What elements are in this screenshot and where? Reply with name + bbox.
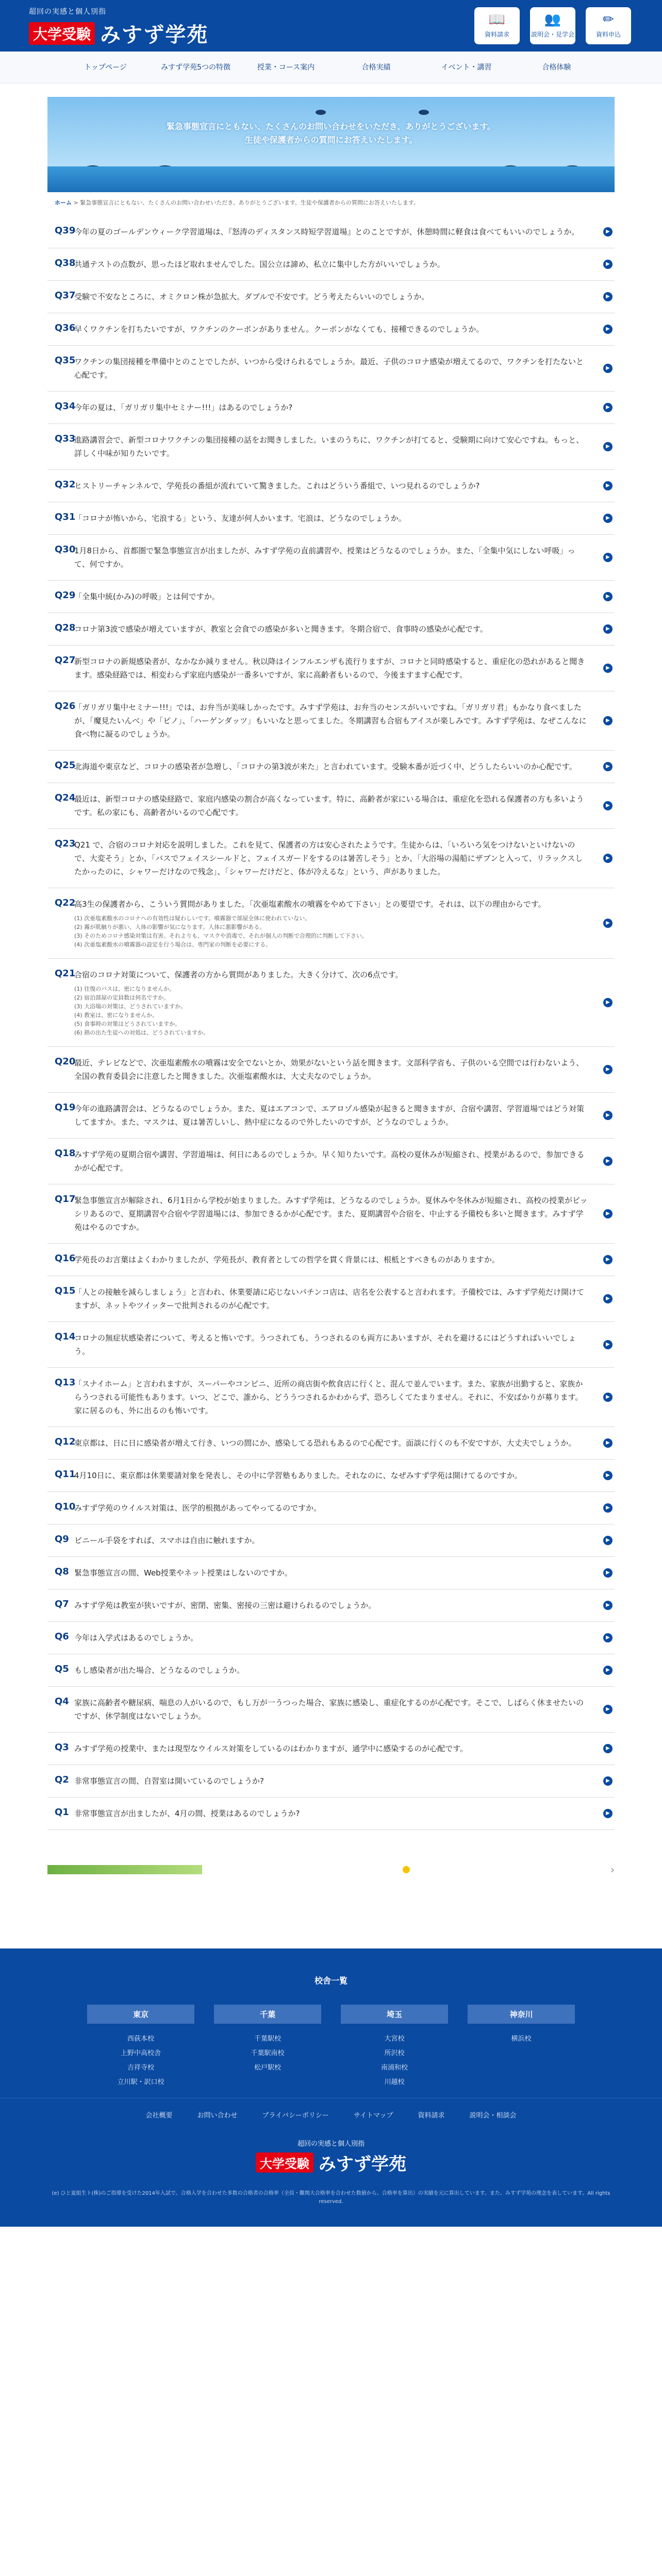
question-text: 高3生の保護者から、こういう質問がありました。「次亜塩素酸水の噴霧をやめて下さい」との要望です。それは、以下の理由からです。: [74, 900, 546, 909]
question-text-wrap: [74, 1774, 615, 1788]
faq-item[interactable]: [47, 1139, 615, 1184]
chevron-right-icon[interactable]: ▶: [603, 292, 613, 301]
chevron-right-icon[interactable]: ▶: [603, 1340, 613, 1349]
school-link[interactable]: 上野中高校舎: [120, 2049, 161, 2057]
question-text: 早くワクチンを打ちたいですが、ワクチンのクーポンがありません。クーポンがなくても、接種できるのでしょうか。: [74, 325, 484, 334]
faq-item[interactable]: [47, 502, 615, 535]
faq-list: [47, 216, 615, 1830]
question-text: 緊急事態宣言が解除され、6月1日から学校が始まりました。みすず学苑は、どうなるのでしょうか。夏休みや冬休みが短縮され、高校の授業がビッシリあるので、夏期講習や合宿や学習道場には、参加できるかが心配です。また、夏期講習や合宿を、中止する予備校も多いと聞きます。みすず学苑はやるのですか。: [74, 1196, 588, 1232]
bird-illustration: [316, 110, 326, 115]
question-text: みすず学苑の夏期合宿や講習、学習道場は、何日にあるのでしょうか。早く知りたいです。高校の夏休みが短縮され、授業があるので、参加できるかが心配です。: [74, 1150, 585, 1173]
question-text: 「スナイホーム」と言われますが、スーパーやコンビニ、近所の商店街や飲食店に行くと、混んで並んでいます。また、家族が出勤すると、家族からうつされる可能性もあります。いつ、どこで、誰から、どううつされるかわからず、恐ろしくてたまりません。それに、不安ばかりが募ります。家に居るのも、外に出るのも怖いです。: [74, 1379, 583, 1415]
question-number: Q38: [55, 258, 76, 268]
question-text: みすず学苑の授業中、または現型なウイルス対策をしているのはわかりますが、通学中に感染するのが心配です。: [74, 1744, 468, 1753]
chevron-right-icon[interactable]: ▶: [603, 1393, 613, 1402]
faq-item[interactable]: [47, 424, 615, 470]
banner-message: [47, 120, 615, 147]
question-text: もし感染者が出た場合、どうなるのでしょうか。: [74, 1666, 245, 1675]
question-number: Q5: [55, 1664, 69, 1674]
slider-dot[interactable]: [403, 1866, 410, 1873]
question-number: Q1: [55, 1807, 69, 1818]
school-link[interactable]: 横浜校: [511, 2035, 532, 2043]
school-link[interactable]: 松戸駅校: [254, 2064, 281, 2072]
question-text-wrap: [74, 1469, 615, 1482]
pencil-icon: ✏: [603, 12, 614, 27]
bird-illustration: [419, 110, 429, 115]
question-text-wrap: [74, 701, 615, 741]
footer-link-briefing[interactable]: 説明会・相談会: [469, 2112, 517, 2120]
chevron-right-icon[interactable]: ▶: [603, 364, 613, 373]
apply-label: 資料申込: [595, 31, 621, 38]
header-buttons: [474, 7, 631, 44]
logo-badge: 大学受験: [29, 22, 95, 45]
question-text-wrap: [74, 1436, 615, 1450]
footer-badge: 大学受験: [256, 2153, 313, 2173]
banner-line2: 生徒や保護者からの質問にお答えいたします。: [244, 135, 418, 145]
faq-item[interactable]: [47, 1733, 615, 1765]
faq-item[interactable]: [47, 313, 615, 346]
faq-item[interactable]: [47, 346, 615, 392]
question-number: Q8: [55, 1566, 69, 1577]
chevron-right-icon[interactable]: ▶: [603, 1776, 613, 1786]
wave-decoration: [47, 166, 615, 192]
question-text-wrap: [74, 1285, 615, 1312]
apply-button[interactable]: [586, 7, 631, 44]
question-number: Q22: [55, 897, 76, 908]
question-text-wrap: [74, 512, 615, 525]
chevron-right-icon[interactable]: ▶: [603, 919, 613, 928]
question-text: 家族に高齢者や糖尿病、喘息の人がいるので、もし万が一うつった場合、家族に感染し、重症化するのが心配です。そこで、しばらく休ませたいのですが、休学制度はないでしょうか。: [74, 1698, 584, 1721]
question-number: Q9: [55, 1534, 69, 1545]
chevron-right-icon[interactable]: ▶: [603, 1601, 613, 1610]
footer-links: [0, 2098, 662, 2131]
chevron-right-icon[interactable]: ▶: [603, 553, 613, 562]
faq-item[interactable]: [47, 1687, 615, 1733]
question-text-wrap: [74, 1102, 615, 1129]
question-text: 今年は入学式はあるのでしょうか。: [74, 1633, 198, 1642]
question-notes: [74, 914, 589, 949]
nav-top[interactable]: トップページ: [84, 63, 127, 72]
book-icon: 📖: [488, 12, 506, 27]
banner-section: [0, 83, 662, 207]
question-text: 「全集中統(かみ)の呼吸」とは何ですか。: [74, 592, 220, 601]
faq-item[interactable]: [47, 581, 615, 613]
question-text-wrap: [74, 792, 615, 819]
question-number: Q33: [55, 433, 76, 444]
footer-logo[interactable]: [0, 2131, 662, 2180]
request-docs-button[interactable]: [474, 7, 520, 44]
school-column: [341, 2005, 448, 2090]
question-text: 今年の夏のゴールデンウィーク学習道場は、『怒涛のディスタンス時短学習道場』とのことですが、休憩時間に軽食は食べてもいいのでしょうか。: [74, 227, 580, 236]
question-number: Q28: [55, 622, 76, 633]
question-text-wrap: [74, 544, 615, 571]
question-number: Q13: [55, 1377, 76, 1388]
faq-item[interactable]: [47, 535, 615, 581]
question-text: コロナ第3波で感染が増えていますが、教室と会食での感染が多いと聞きます。冬期合宿で、食事時の感染が心配です。: [74, 624, 488, 634]
chevron-right-icon[interactable]: ▶: [603, 1255, 613, 1264]
question-text: 今年の進路講習会は、どうなるのでしょうか。また、夏はエアコンで、エアロゾル感染が起きると聞きますが、合宿や講習、学習道場ではどう対策してますか。また、マスクは、夏は暑苦しいし、熱中症になるので外したいのですが、どうなのでしょうか。: [74, 1104, 584, 1127]
question-number: Q3: [55, 1742, 69, 1753]
school-link[interactable]: 南浦和校: [380, 2064, 408, 2072]
faq-item[interactable]: [47, 1368, 615, 1427]
question-number: Q21: [55, 968, 76, 979]
chevron-right-icon[interactable]: ▶: [603, 1705, 613, 1714]
question-text-wrap: [74, 1377, 615, 1417]
question-text-wrap: [74, 479, 615, 493]
chevron-right-icon[interactable]: ▶: [603, 1568, 613, 1578]
faq-item[interactable]: [47, 281, 615, 313]
question-text-wrap: [74, 622, 615, 636]
question-number: Q18: [55, 1148, 76, 1159]
school-list: [0, 1948, 662, 2098]
question-number: Q23: [55, 838, 76, 849]
faq-item[interactable]: [47, 216, 615, 248]
chevron-right-icon[interactable]: ▶: [603, 1633, 613, 1642]
chevron-right-icon[interactable]: ▶: [603, 1744, 613, 1753]
faq-item[interactable]: [47, 1047, 615, 1093]
question-note: (4) 次亜塩素酸水の噴霧器の設定を行う場合は、専門家の判断を必要にする。: [74, 941, 272, 948]
question-number: Q2: [55, 1774, 69, 1785]
question-text: 今年の夏は、「ガリガリ集中セミナー!!!」はあるのでしょうか?: [74, 403, 293, 412]
faq-item[interactable]: [47, 1589, 615, 1622]
question-number: Q37: [55, 290, 76, 301]
question-text: 受験で不安なところに、オミクロン株が急拡大。ダブルで不安です。どう考えたらいいのでしょうか。: [74, 292, 429, 301]
question-number: Q17: [55, 1194, 76, 1205]
question-text-wrap: [74, 1194, 615, 1234]
question-number: Q34: [55, 401, 76, 412]
faq-item[interactable]: [47, 1622, 615, 1654]
chevron-right-icon[interactable]: ▶: [603, 1536, 613, 1545]
question-note: (3) そのためコロナ感染対策は有害。それよりも、マスクや消毒で、それが個人の判断で合理的に判断して下さい。: [74, 933, 368, 939]
question-note: (2) 宿泊部屋の定員数は何名ですか。: [74, 994, 170, 1001]
footer-link-docs[interactable]: 資料請求: [418, 2112, 445, 2120]
school-link[interactable]: 立川駅・訳口校: [117, 2078, 164, 2086]
school-columns: [0, 2005, 662, 2090]
faq-item[interactable]: [47, 1765, 615, 1798]
question-text-wrap: [74, 838, 615, 878]
question-text: ヒストリーチャンネルで、学苑長の番組が流れていて驚きました。これはどういう番組で、いつ見れるのでしょうか?: [74, 481, 480, 490]
question-text: 共通テストの点数が、思ったほど取れませんでした。国公立は諦め、私立に集中した方がいいでしょうか。: [74, 260, 445, 269]
question-text-wrap: [74, 1566, 615, 1580]
question-text-wrap: [74, 1742, 615, 1755]
faq-item[interactable]: [47, 1524, 615, 1557]
chevron-right-icon[interactable]: ▶: [603, 481, 613, 490]
question-number: Q32: [55, 479, 76, 490]
logo-tagline: 超回の実感と個人別指: [29, 8, 106, 16]
footer-link-privacy[interactable]: プライバシーポリシー: [262, 2112, 329, 2120]
question-text-wrap: [74, 655, 615, 682]
question-number: Q35: [55, 355, 76, 366]
site-logo[interactable]: [29, 6, 208, 48]
question-text: みすず学苑は教室が狭いですが、密閉、密集、密接の三密は避けられるのでしょうか。: [74, 1601, 376, 1610]
chevron-right-icon[interactable]: ▶: [603, 716, 613, 725]
copyright: (e) ひと夏組生ト(株)のご指導を受けた2014年入試で、合格入学を合わせた多数の合格者の合格率（全員・難関大合格率を合わせた数値から、合格率を算出）の実績を元に算出しています。また、みすず学苑の理念を表しています。All rights reserved.: [52, 2191, 610, 2205]
chevron-right-icon[interactable]: ▶: [603, 260, 613, 269]
faq-item[interactable]: [47, 959, 615, 1047]
prefecture-heading: 東京: [87, 2005, 194, 2024]
question-text-wrap: [74, 1331, 615, 1358]
chevron-right-icon[interactable]: ▶: [603, 801, 613, 810]
question-text-wrap: [74, 1501, 615, 1515]
banner-line1: 緊急事態宣言にともない、たくさんのお問い合わせをいただき、ありがとうございます。: [166, 122, 496, 131]
school-link[interactable]: 西荻本校: [127, 2035, 154, 2043]
question-text-wrap: [74, 433, 615, 460]
footer-brand: みすず学苑: [318, 2154, 407, 2175]
question-text-wrap: [74, 590, 615, 603]
nav-features[interactable]: みすず学苑5つの特徴: [160, 63, 231, 72]
prefecture-heading: 埼玉: [341, 2005, 448, 2024]
chevron-right-icon[interactable]: ›: [610, 1863, 615, 1876]
school-link[interactable]: 千葉駅南校: [251, 2049, 285, 2057]
question-number: Q36: [55, 323, 76, 333]
faq-item[interactable]: [47, 613, 615, 646]
question-text: 北海道や東京など、コロナの感染者が急増し、「コロナの第3波が来た」と言われています。受験本番が近づく中、どうしたらいいのか心配です。: [74, 762, 577, 771]
chevron-right-icon[interactable]: ▶: [603, 1209, 613, 1218]
footer-link-sitemap[interactable]: サイトマップ: [353, 2112, 393, 2120]
chevron-right-icon[interactable]: ▶: [603, 1157, 613, 1166]
question-text: コロナの無症状感染者について、考えると怖いです。うつされても、うつされるのも両方にあいますが、それを避けるにはどうすればいいでしょう。: [74, 1333, 576, 1356]
question-number: Q6: [55, 1631, 69, 1642]
nav-testimonials[interactable]: 合格体験: [542, 63, 571, 72]
question-note: (6) 熱の出た生徒への対処は、どうされていますか。: [74, 1029, 209, 1036]
question-note: (4) 教室は、密になりませんか。: [74, 1012, 158, 1019]
chevron-right-icon[interactable]: ▶: [603, 403, 613, 412]
faq-item[interactable]: [47, 248, 615, 281]
breadcrumb-text: 緊急事態宣言にともない、たくさんのお問い合わせいただき、ありがとうございます。生徒や保護者からの質問にお答えいたします。: [80, 199, 420, 206]
chevron-right-icon[interactable]: ▶: [603, 227, 613, 236]
question-number: Q26: [55, 701, 76, 711]
question-number: Q30: [55, 544, 76, 555]
question-number: Q29: [55, 590, 76, 601]
question-text-wrap: [74, 225, 615, 239]
question-text-wrap: [74, 968, 615, 1037]
question-text: みすず学苑のウイルス対策は、医学的根拠があってやってるのですか。: [74, 1503, 322, 1513]
chevron-right-icon[interactable]: ▶: [603, 325, 613, 334]
faq-item[interactable]: [47, 392, 615, 424]
faq-item[interactable]: [47, 1276, 615, 1322]
question-text-wrap: [74, 1696, 615, 1723]
question-note: (2) 霧が肌触りが悪い、人体の影響が気になります。人体に悪影響がある。: [74, 924, 266, 930]
question-text: 「人との接触を減らしましょう」と言われ、休業要請に応じないパチンコ店は、店名を公表すると言われます。予備校では、みすず学苑だけ開けてますが、ネットやツイッターで批判されるのが心配です。: [74, 1287, 585, 1310]
people-icon: 👥: [544, 12, 561, 27]
faq-item[interactable]: [47, 1093, 615, 1139]
chevron-right-icon[interactable]: ▶: [603, 854, 613, 863]
nav-events[interactable]: イベント・講習: [441, 63, 492, 72]
slider-strip: [47, 1857, 615, 1883]
school-column: [87, 2005, 194, 2090]
question-number: Q25: [55, 760, 76, 771]
question-number: Q39: [55, 225, 76, 236]
question-notes: [74, 985, 589, 1037]
chevron-right-icon[interactable]: ▶: [603, 442, 613, 451]
question-number: Q24: [55, 792, 76, 803]
question-note: (1) 次亜塩素酸水のコロナへの有効性は疑わしいです。噴霧器で部屋全体に使われていない。: [74, 915, 311, 922]
question-text-wrap: [74, 1664, 615, 1677]
chevron-right-icon[interactable]: ▶: [603, 762, 613, 771]
chevron-right-icon[interactable]: ▶: [603, 998, 613, 1007]
faq-item[interactable]: [47, 646, 615, 691]
faq-item[interactable]: [47, 1492, 615, 1524]
site-footer: [0, 2098, 662, 2227]
question-text: 進路講習会で、新型コロナワクチンの集団接種の話をお聞きしました。いまのうちに、ワクチンが打てると、受験期に向けて安心ですね。もっと、詳しく中味が知りたいです。: [74, 435, 584, 458]
faq-item[interactable]: [47, 829, 615, 888]
question-number: Q14: [55, 1331, 76, 1342]
school-list-title: 校舎一覧: [314, 1976, 347, 1986]
question-text: ビニール手袋をすれば、スマホは自由に触れますか。: [74, 1536, 260, 1545]
site-header: [0, 0, 662, 52]
question-number: Q4: [55, 1696, 69, 1707]
question-number: Q11: [55, 1469, 76, 1480]
question-text-wrap: [74, 1534, 615, 1547]
footer-tagline: 超回の実感と個人別指: [297, 2140, 365, 2148]
question-text-wrap: [74, 1056, 615, 1083]
question-text: 1月8日から、首都圏で緊急事態宣言が出ましたが、みすず学苑の直前講習や、授業はどうなるのでしょうか。また、「全集中気にしない呼吸」って、何ですか。: [74, 546, 575, 569]
question-text-wrap: [74, 323, 615, 336]
chevron-right-icon[interactable]: ▶: [603, 1065, 613, 1074]
school-link[interactable]: 所沢校: [384, 2049, 405, 2057]
question-text-wrap: [74, 290, 615, 303]
question-text-wrap: [74, 897, 615, 949]
breadcrumb: ホーム > 緊急事態宣言にともない、たくさんのお問い合わせいただき、ありがとうございます。生徒や保護者からの質問にお答えいたします。: [55, 199, 420, 206]
footer-link-contact[interactable]: お問い合わせ: [197, 2112, 238, 2120]
chevron-right-icon[interactable]: ▶: [603, 664, 613, 673]
question-text: Q21 で、合宿のコロナ対応を説明しました。これを見て、保護者の方は安心されたようです。生徒からは、「いろいろ気をつけないといけないので、大変そう」とか、「バスでフェイスシールドと、フェイスガードをするのは暑苦しそう」とか、「大浴場の湯船にザブンと入って、リラックスしたかったのに、シャワーだけなので残念」、「シャワーだけだと、体が冷えるな」という、声がありました。: [74, 840, 583, 876]
question-text: 緊急事態宣言の間、Web授業やネット授業はしないのですか。: [74, 1568, 292, 1578]
question-number: Q27: [55, 655, 76, 666]
question-text: 非常事態宣言が出ましたが、4月の間、授業はあるのでしょうか?: [74, 1809, 300, 1818]
question-text: ワクチンの集団接種を準備中とのことでしたが、いつから受けられるでしょうか。最近、子供のコロナ感染が増えてるので、ワクチンを打たないと心配です。: [74, 357, 584, 380]
question-text: 最近は、新型コロナの感染経路で、家庭内感染の割合が高くなっています。特に、高齢者が家にいる場合は、重症化を恐れる保護者の方も多いようです。私の家にも、高齢者がいるので心配です。: [74, 794, 584, 817]
question-number: Q7: [55, 1599, 69, 1609]
chevron-right-icon[interactable]: ▶: [603, 1111, 613, 1120]
faq-item[interactable]: [47, 1654, 615, 1687]
faq-item[interactable]: [47, 470, 615, 502]
question-text-wrap: [74, 760, 615, 773]
chevron-right-icon[interactable]: ▶: [603, 1471, 613, 1480]
footer-link-company[interactable]: 会社概要: [145, 2112, 173, 2120]
school-column: [214, 2005, 321, 2090]
school-link[interactable]: 吉祥寺校: [127, 2064, 154, 2072]
prefecture-heading: 神奈川: [468, 2005, 575, 2024]
question-number: Q19: [55, 1102, 76, 1113]
faq-item[interactable]: [47, 691, 615, 751]
faq-item[interactable]: [47, 888, 615, 959]
chevron-right-icon[interactable]: ▶: [603, 1809, 613, 1818]
question-number: Q16: [55, 1253, 76, 1264]
hero-banner: [47, 97, 615, 192]
request-docs-label: 資料請求: [484, 31, 509, 38]
question-text-wrap: [74, 355, 615, 382]
global-nav: [0, 52, 662, 83]
question-text: 「コロナが怖いから、宅浪する」という、友達が何人かいます。宅浪は、どうなのでしょうか。: [74, 514, 406, 523]
faq-item[interactable]: [47, 783, 615, 829]
question-note: (5) 食事時の対策はどうされていますか。: [74, 1021, 181, 1027]
school-link[interactable]: 川越校: [384, 2078, 405, 2086]
question-text: 新型コロナの新規感染者が、なかなか減りません。秋以降はインフルエンザも流行りますが、コロナと同時感染すると、重症化の恐れがあると聞きます。感染経路では、相変わらず家庭内感染が一番多いですが、家に高齢者もいるので、今後ますます心配です。: [74, 657, 585, 680]
question-number: Q12: [55, 1436, 76, 1447]
question-text: 最近、テレビなどで、次亜塩素酸水の噴霧は安全でないとか、効果がないという話を聞きます。文部科学省も、子供のいる空間では行わないよう、全国の教育委員会に注意したと聞きました。次亜塩素酸水は、大丈夫なのでしょうか。: [74, 1058, 584, 1081]
faq-item[interactable]: [47, 1322, 615, 1368]
question-number: Q15: [55, 1285, 76, 1296]
question-text-wrap: [74, 1807, 615, 1820]
briefing-label: 説明会・見学会: [531, 31, 574, 38]
faq-item[interactable]: [47, 1184, 615, 1244]
question-note: (1) 往復のバスは、密になりませんか。: [74, 986, 175, 992]
school-link[interactable]: 千葉駅校: [254, 2035, 281, 2043]
faq-item[interactable]: [47, 1460, 615, 1492]
question-number: Q20: [55, 1056, 76, 1067]
briefing-button[interactable]: [530, 7, 575, 44]
chevron-right-icon[interactable]: ▶: [603, 1503, 613, 1513]
question-text: 合宿のコロナ対策について、保護者の方から質問がありました。大きく分けて、次の6点です。: [74, 970, 403, 979]
breadcrumb-home[interactable]: ホーム: [55, 199, 72, 206]
school-link[interactable]: 大宮校: [384, 2035, 405, 2043]
chevron-right-icon[interactable]: ▶: [603, 1666, 613, 1675]
question-text: 学苑長のお言葉はよくわかりましたが、学苑長が、教育者としての哲学を貫く背景には、根柢とすべきものがありますか。: [74, 1255, 500, 1264]
chevron-right-icon[interactable]: ▶: [603, 514, 613, 523]
chevron-right-icon[interactable]: ▶: [603, 624, 613, 634]
school-column: [468, 2005, 575, 2090]
faq-item[interactable]: [47, 751, 615, 783]
chevron-right-icon[interactable]: ▶: [603, 1294, 613, 1303]
faq-item[interactable]: [47, 1798, 615, 1830]
question-text-wrap: [74, 1599, 615, 1612]
question-number: Q10: [55, 1501, 76, 1512]
faq-item[interactable]: [47, 1244, 615, 1276]
question-text-wrap: [74, 258, 615, 271]
slider-image[interactable]: [47, 1865, 202, 1874]
question-text-wrap: [74, 1148, 615, 1175]
nav-courses[interactable]: 授業・コース案内: [257, 63, 315, 72]
prefecture-heading: 千葉: [214, 2005, 321, 2024]
faq-item[interactable]: [47, 1557, 615, 1589]
logo-brand: みすず学苑: [100, 23, 209, 47]
chevron-right-icon[interactable]: ▶: [603, 1438, 613, 1448]
question-text: 東京都は、日に日に感染者が増えて行き、いつの間にか、感染してる恐れもあるので心配です。面談に行くのも不安ですが、大丈夫でしょうか。: [74, 1438, 576, 1448]
faq-item[interactable]: [47, 1427, 615, 1460]
question-note: (3) 大浴場の対策は、どうされていますか。: [74, 1003, 187, 1010]
question-text: 「ガリガリ集中セミナー!!!」では、お弁当が美味しかったです。みすず学苑は、お弁当のセンスがいいですね。「ガリガリ君」もかなり食べましたが、「魔見たいんべ」や「ピノ」、「ハーゲンダッツ」もいいなと思ってました。冬期講習も合宿もアイスが楽しみです。みすず学苑は、なぜこんなに食べ物に凝るのでしょうか。: [74, 703, 587, 739]
question-text: 非常事態宣言の間、自習室は開いているのでしょうか?: [74, 1776, 264, 1786]
question-text: 4月10日に、東京都は休業要請対象を発表し、その中に学習塾もありました。それなのに、なぜみすず学苑は開けてるのですか。: [74, 1471, 522, 1480]
question-text-wrap: [74, 1253, 615, 1266]
chevron-right-icon[interactable]: ▶: [603, 592, 613, 601]
question-text-wrap: [74, 401, 615, 414]
question-text-wrap: [74, 1631, 615, 1645]
nav-results[interactable]: 合格実績: [361, 63, 391, 72]
question-number: Q31: [55, 512, 76, 522]
